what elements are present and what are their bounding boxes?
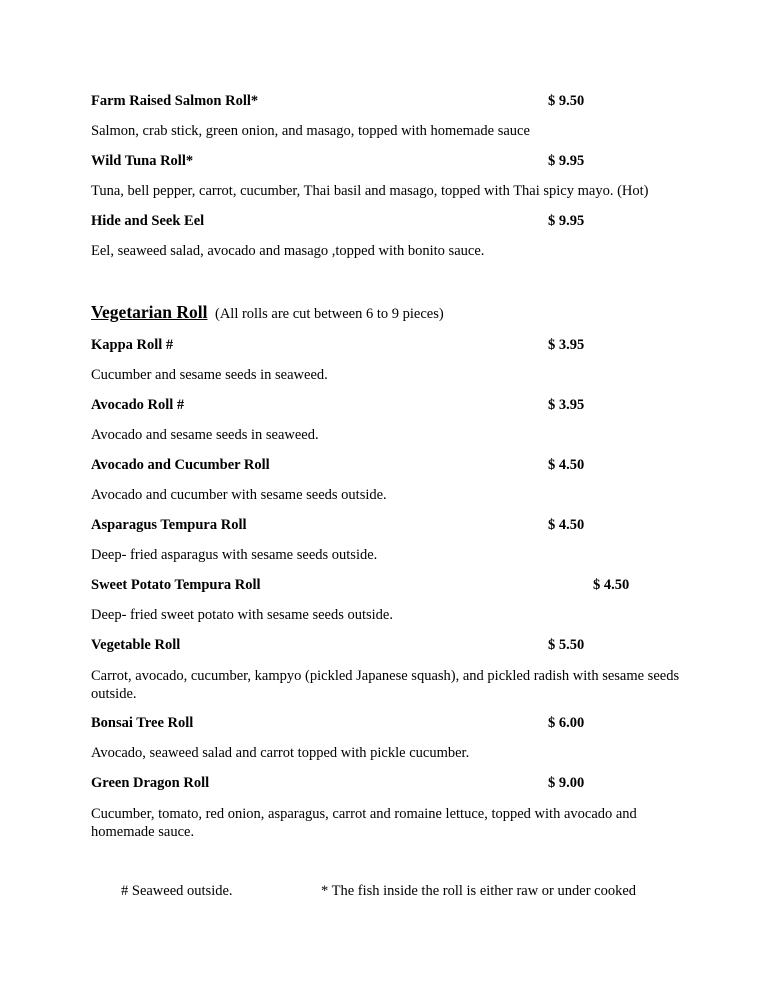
section-note-vegetarian-roll: (All rolls are cut between 6 to 9 pieces) — [215, 306, 444, 322]
item-price-avocado-cucumber-roll: $ 4.50 — [548, 457, 585, 473]
item-desc-avocado-roll: Avocado and sesame seeds in seaweed. — [91, 427, 319, 443]
item-desc-farm-raised-salmon-roll: Salmon, crab stick, green onion, and masago, topped with homemade sauce — [91, 123, 530, 139]
item-name-asparagus-tempura-roll: Asparagus Tempura Roll — [91, 517, 247, 533]
item-name-kappa-roll: Kappa Roll # — [91, 337, 174, 353]
section-title-vegetarian-roll: Vegetarian Roll — [91, 302, 208, 322]
item-name-avocado-cucumber-roll: Avocado and Cucumber Roll — [91, 457, 270, 473]
item-name-green-dragon-roll: Green Dragon Roll — [91, 775, 210, 791]
item-name-farm-raised-salmon-roll: Farm Raised Salmon Roll* — [91, 93, 259, 109]
item-price-farm-raised-salmon-roll: $ 9.50 — [548, 93, 585, 109]
item-price-vegetable-roll: $ 5.50 — [548, 637, 585, 653]
item-price-green-dragon-roll: $ 9.00 — [548, 775, 585, 791]
item-name-vegetable-roll: Vegetable Roll — [91, 637, 181, 653]
item-name-wild-tuna-roll: Wild Tuna Roll* — [91, 153, 194, 169]
item-price-bonsai-tree-roll: $ 6.00 — [548, 715, 585, 731]
item-desc-asparagus-tempura-roll: Deep- fried asparagus with sesame seeds outside. — [91, 547, 378, 563]
item-name-hide-and-seek-eel: Hide and Seek Eel — [91, 213, 205, 229]
item-price-kappa-roll: $ 3.95 — [548, 337, 585, 353]
item-price-hide-and-seek-eel: $ 9.95 — [548, 213, 585, 229]
item-desc-sweet-potato-tempura-roll: Deep- fried sweet potato with sesame seeds outside. — [91, 607, 393, 623]
footnote-raw-fish: * The fish inside the roll is either raw or under cooked — [321, 883, 637, 899]
item-price-asparagus-tempura-roll: $ 4.50 — [548, 517, 585, 533]
item-desc-hide-and-seek-eel: Eel, seaweed salad, avocado and masago ,topped with bonito sauce. — [91, 243, 485, 259]
item-price-avocado-roll: $ 3.95 — [548, 397, 585, 413]
footnote-seaweed-outside: # Seaweed outside. — [121, 883, 233, 899]
item-desc-vegetable-roll: Carrot, avocado, cucumber, kampyo (pickled Japanese squash), and pickled radish with sesame seeds outside. — [91, 668, 680, 702]
item-price-sweet-potato-tempura-roll: $ 4.50 — [593, 577, 630, 593]
item-name-bonsai-tree-roll: Bonsai Tree Roll — [91, 715, 194, 731]
item-desc-green-dragon-roll: Cucumber, tomato, red onion, asparagus, carrot and romaine lettuce, topped with avocado and homemade sauce. — [91, 806, 637, 840]
item-name-sweet-potato-tempura-roll: Sweet Potato Tempura Roll — [91, 577, 261, 593]
item-desc-kappa-roll: Cucumber and sesame seeds in seaweed. — [91, 367, 328, 383]
item-desc-bonsai-tree-roll: Avocado, seaweed salad and carrot topped with pickle cucumber. — [91, 745, 470, 761]
item-desc-avocado-cucumber-roll: Avocado and cucumber with sesame seeds outside. — [91, 487, 387, 503]
item-name-avocado-roll: Avocado Roll # — [91, 397, 185, 413]
item-price-wild-tuna-roll: $ 9.95 — [548, 153, 585, 169]
item-desc-wild-tuna-roll: Tuna, bell pepper, carrot, cucumber, Thai basil and masago, topped with Thai spicy mayo. (Hot) — [91, 183, 649, 199]
